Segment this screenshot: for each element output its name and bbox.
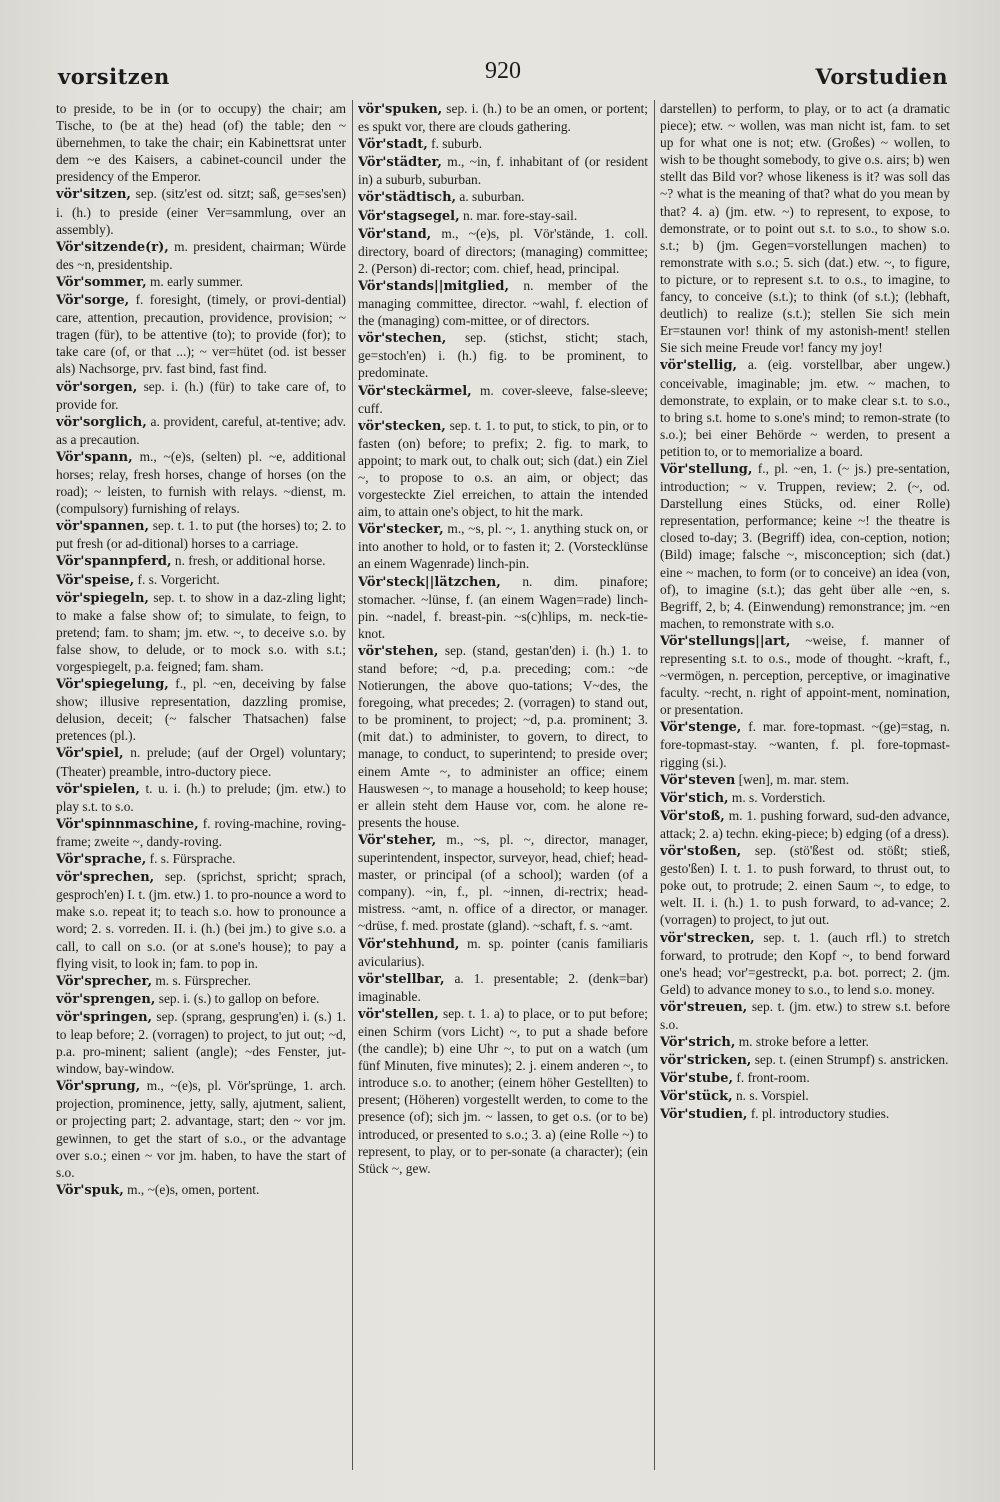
dictionary-entry: [660, 807, 950, 842]
dictionary-entry: [660, 1051, 950, 1069]
entry-headword: Vör'spiegelung,: [56, 677, 169, 693]
entry-definition: sep. (sprang, gesprung'en) i. (s.) 1. to leap before; 2. (vorragen) to project, to jut out; ~d, p.a. pro-minent; salient (angle); ~des Fenster, jut-window, bay-window.: [56, 1008, 346, 1077]
entry-headword: Vör'spannpferd,: [56, 554, 172, 570]
entry-definition: m., ~(e)s, pl. Vör'sprünge, 1. arch. projection, prominence, jetty, sally, ajutment, salient, or projecting part; 2. advantage, start; den ~ vor jm. gewinnen, to get the start of s.o., or the advantage over s.o.; einen ~ vor jm. haben, to have the start of s.o.: [56, 1078, 346, 1180]
entry-definition: f. pl. introductory studies.: [750, 1106, 890, 1122]
entry-definition: f., pl. ~en, deceiving by false show; illusive representation, dazzling promise, delusion, deceit; (~ falscher Thatsachen) false pretences (pl.).: [56, 676, 346, 744]
entry-headword: Vör'spiel,: [56, 746, 124, 762]
dictionary-entry: [56, 1181, 346, 1199]
dictionary-entry: [56, 868, 346, 972]
entry-headword: vör'springen,: [56, 1009, 153, 1025]
entry-headword: Vör'stich,: [660, 790, 729, 806]
entry-definition: sep. (sprichst, spricht; sprach, gesproch'en) I. t. (jm. etw.) 1. to pro-nounce a word to make s.o. repeat it; to teach s.o. how to pronounce a word; 2. s. vorreden. II. i. (h.) (bei jm.) to give s.o. a call, to call on s.o. (or at s.one's house); to pay a flying visit, to look in; fam. to pop in.: [56, 869, 346, 971]
entry-headword: Vör'sitzende(r),: [56, 239, 169, 255]
dictionary-entry: [358, 642, 648, 831]
entry-headword: Vör'städter,: [358, 155, 442, 171]
entry-definition: m. sp. pointer (canis familiaris avicularius).: [358, 935, 648, 969]
dictionary-entry: [358, 573, 648, 642]
entry-definition: f. s. Fürsprache.: [149, 851, 236, 867]
entry-headword: vör'stellen,: [358, 1006, 439, 1022]
column-2: [358, 100, 648, 1480]
page-number: 920: [485, 58, 521, 84]
dictionary-entry: [660, 100, 950, 356]
entry-definition: sep. t. 1. a) to place, or to put before; einen Schirm (vors Licht) ~, to put a shade before (the candle); b) eine Uhr ~, to put on a watch (um fünf Minuten, five minutes); 2. j. einem anderen ~, to introduce s.o. to another; (einem höher Gestellten) to present; (Höheren) vorgestellt werden, to come to the presence (of); sich jm. ~ lassen, to get o.s. (or to be) introduced, or presented to s.o.; 3. a) (eine Rolle ~) to represent, to play, or to per-sonate (a character); (ein Stück ~, gew.: [358, 1005, 648, 1176]
dictionary-entry: [56, 990, 346, 1008]
dictionary-entry: [56, 413, 346, 448]
dictionary-entry: [660, 842, 950, 928]
dictionary-entry: [56, 273, 346, 291]
dictionary-entry: [358, 225, 648, 277]
entry-definition: m., ~(e)s, omen, portent.: [127, 1181, 260, 1197]
entry-definition: n. member of the managing committee, director. ~wahl, f. election of the (managing) com-mittee, or of directors.: [358, 277, 648, 329]
dictionary-entry: [358, 188, 648, 206]
dictionary-entry: [358, 520, 648, 572]
entry-definition: n. mar. fore-stay-sail.: [463, 207, 578, 223]
dictionary-entry: [660, 1087, 950, 1105]
dictionary-entry: [660, 929, 950, 998]
entry-headword: Vör'studien,: [660, 1107, 748, 1123]
entry-definition: sep. t. (einen Strumpf) s. anstricken.: [754, 1052, 949, 1068]
entry-definition: m., ~(e)s, (selten) pl. ~e, additional horses; relay, fresh horses, change of horses (on the road); ~ leisten, to furnish with relays. ~dienst, m. (compulsory) furnishing of relays.: [56, 448, 346, 517]
entry-headword: Vör'stück,: [660, 1089, 733, 1105]
dictionary-entry: [358, 135, 648, 153]
dictionary-entry: [660, 460, 950, 632]
entry-definition: sep. t. 1. (auch rfl.) to stretch forward, to protrude; den Kopf ~, to bend forward one's head; vor'=gestreckt, p.a. bot. porrect; 2. (jm. Geld) to advance money to s.o., to lend s.o. money.: [660, 929, 950, 997]
dictionary-entry: [358, 153, 648, 188]
entry-headword: Vör'steckärmel,: [358, 383, 472, 399]
entry-headword: Vör'stellung,: [660, 461, 753, 477]
entry-definition: a. provident, careful, at-tentive; adv. as a precaution.: [56, 413, 346, 447]
dictionary-entry: [56, 238, 346, 273]
entry-definition: sep. i. (h.) to be an omen, or portent; es spukt vor, there are clouds gathering.: [358, 101, 648, 135]
entry-headword: Vör'steck||lätzchen,: [358, 574, 501, 590]
dictionary-entry: [56, 378, 346, 413]
entry-headword: vör'stellbar,: [358, 971, 445, 987]
entry-definition: sep. i. (s.) to gallop on before.: [158, 990, 320, 1006]
entry-headword: Vör'sprache,: [56, 852, 147, 868]
dictionary-entry: [56, 780, 346, 815]
dictionary-entry: [660, 1033, 950, 1051]
entry-headword: Vör'sprecher,: [56, 973, 152, 989]
entry-definition: sep. (stö'ßest od. stößt; stieß, gesto'ßen) I. t. 1. to push forward, to thrust out, to poke out, to protrude; 2. einen Saum ~, to edge, to welt. II. i. (h.) 1. to push forward, to ad-vance; 2. (vorragen) to project, to jut out.: [660, 843, 950, 928]
entry-headword: vör'stoßen,: [660, 844, 742, 860]
entry-definition: sep. t. to show in a daz-zling light; to make a false show of; to simulate, to feign, to pretend; fam. to sham; jm. etw. ~, to deceive s.o. by false show, to delude, or to mock s.o. with s.t.; vorgespiegelt, p.a. feigned; fam. sham.: [56, 589, 346, 674]
entry-definition: m., ~s, pl. ~, 1. anything stuck on, or into another to hold, or to fasten it; 2. (Vorstecklünse an einem Wagenrade) linch-pin.: [358, 521, 648, 572]
entry-definition: m. president, chairman; Würde des ~n, presidentship.: [56, 238, 346, 272]
entry-definition: a. suburban.: [459, 189, 525, 205]
entry-definition: sep. (sitz'est od. sitzt; saß, ge=ses'sen) i. (h.) to preside (einer Ver=sammlung, over an assembly).: [56, 186, 346, 237]
dictionary-entry: [56, 850, 346, 868]
entry-definition: m. cover-sleeve, false-sleeve; cuff.: [358, 382, 648, 416]
dictionary-entry: [358, 277, 648, 329]
dictionary-entry: [358, 417, 648, 521]
entry-definition: ~weise, f. manner of representing s.t. to o.s., mode of thought. ~kraft, f., ~vermögen, n. perception, perceptive, or imaginative faculty. ~recht, n. right of appoint-ment, nomination, or presentation.: [660, 632, 950, 718]
running-head-last-word: Vorstudien: [815, 64, 948, 89]
entry-definition: m. early summer.: [149, 273, 243, 289]
entry-headword: Vör'strich,: [660, 1035, 736, 1051]
entry-definition: sep. i. (h.) (für) to take care of, to provide for.: [56, 378, 346, 412]
dictionary-entry: [56, 589, 346, 675]
dictionary-entry: [358, 831, 648, 935]
entry-definition: [wen], m. mar. stem.: [738, 771, 850, 787]
entry-headword: vör'stellig,: [660, 358, 738, 374]
running-head: [58, 58, 948, 92]
entry-headword: Vör'stube,: [660, 1071, 734, 1087]
entry-headword: vör'spuken,: [358, 102, 443, 117]
entry-definition: m., ~in, f. inhabitant of (or resident in) a suburb, suburban.: [358, 154, 648, 188]
entry-definition: f. s. Vorgericht.: [137, 571, 220, 587]
entry-headword: Vör'sorge,: [56, 293, 130, 309]
dictionary-entry: [56, 744, 346, 779]
dictionary-entry: [56, 571, 346, 589]
entry-definition: f. foresight, (timely, or provi-dential) care, attention, precaution, providence, provision; ~ tragen (für), to be attentive (to); to provide (for); to take care (of, or that ...); ~ ver=hütet (od. ist besser als) Nachsorge, prv. fast bind, fast find.: [56, 292, 346, 377]
entry-definition: m. s. Fürsprecher.: [155, 972, 251, 988]
entry-headword: Vör'stellungs||art,: [660, 633, 791, 649]
dictionary-entry: [56, 1008, 346, 1077]
entry-headword: Vör'stehhund,: [358, 936, 460, 952]
entry-headword: vör'sorgen,: [56, 379, 138, 395]
column-rule: [654, 100, 655, 1470]
entry-definition: f. suburb.: [431, 136, 483, 152]
entry-headword: vör'stricken,: [660, 1053, 752, 1069]
entry-definition: m. s. Vorderstich.: [731, 789, 826, 805]
entry-definition: f. mar. fore-topmast. ~(ge)=stag, n. fore-topmast-stay. ~wanten, f. pl. fore-topmast-rigging (si.).: [660, 719, 950, 770]
entry-headword: Vör'sprung,: [56, 1079, 141, 1095]
dictionary-entry: [660, 789, 950, 807]
dictionary-entry: [358, 329, 648, 381]
dictionary-entry: [660, 1069, 950, 1087]
dictionary-entry: [660, 771, 950, 789]
entry-headword: vör'streuen,: [660, 999, 748, 1015]
dictionary-entry: [660, 1105, 950, 1123]
entry-headword: vör'sitzen,: [56, 187, 131, 203]
dictionary-entry: [660, 356, 950, 460]
entry-headword: Vör'spann,: [56, 449, 133, 465]
columns: [56, 100, 952, 1480]
entry-headword: Vör'spuk,: [56, 1182, 124, 1198]
entry-headword: Vör'spinnmaschine,: [56, 816, 199, 832]
dictionary-entry: [660, 998, 950, 1033]
dictionary-entry: [56, 675, 346, 744]
dictionary-entry: [660, 632, 950, 718]
entry-headword: Vör'stagsegel,: [358, 208, 460, 224]
dictionary-entry: [56, 448, 346, 517]
entry-headword: vör'stecken,: [358, 418, 446, 434]
entry-headword: vör'stechen,: [358, 331, 447, 347]
entry-definition: sep. t. 1. to put (the horses) to; 2. to put fresh (or ad-ditional) horses to a carriage.: [56, 518, 346, 552]
entry-definition: n. fresh, or additional horse.: [174, 553, 326, 569]
dictionary-entry: [358, 100, 648, 135]
entry-definition: sep. t. (jm. etw.) to strew s.t. before s.o.: [660, 998, 950, 1032]
dictionary-entry: [358, 935, 648, 970]
entry-definition: m. stroke before a letter.: [738, 1034, 869, 1050]
entry-definition: n. prelude; (auf der Orgel) voluntary; (Theater) preamble, intro-ductory piece.: [56, 745, 346, 779]
column-rule: [352, 100, 353, 1470]
dictionary-entry: [660, 718, 950, 770]
dictionary-entry: [56, 1077, 346, 1181]
entry-definition: f., pl. ~en, 1. (~ js.) pre-sentation, introduction; ~ v. Truppen, review; 2. (~, od. Darstellung eines Stücks, od. einer Rolle) representation, performance; keine ~! the theatre is closed to-day; 3. (Begriff) idea, con-ception, notion; (Bild) image; falsche ~, misconception; sich (dat.) eine ~ machen, to form (or to conceive) an idea (von, of), to imagine (s.t.); das geht über alle ~en, s. Begriff, 2, b; 4. (Einwendung) remonstrance; jm. ~en machen, to remonstrate with s.o.: [660, 460, 950, 631]
entry-definition: a. (eig. vorstellbar, aber ungew.) conceivable, imaginable; jm. etw. ~ machen, to demonstrate, to explain, or to make clear s.t. to s.o., to bring s.t. home to s.one's mind; to remon-strate (to s.o.); bei einer Behörde ~ werden, to present a petition to, or to memorialize a board.: [660, 357, 950, 459]
entry-headword: vör'spiegeln,: [56, 590, 149, 606]
entry-definition: sep. t. 1. to put, to stick, to pin, or to fasten (on) before; to prefix; 2. fig. to mark, to appoint; to mark out, to chalk out; sich (dat.) ein Ziel ~, to propose to o.s. an aim, or object; das vorgesteckte Ziel erreichen, to attain the intended aim, to attain one's object, to hit the mark.: [358, 417, 648, 520]
dictionary-entry: [56, 552, 346, 570]
entry-headword: vör'sprengen,: [56, 991, 156, 1007]
entry-headword: vör'städtisch,: [358, 190, 457, 206]
entry-headword: Vör'stadt,: [358, 137, 428, 153]
entry-definition: sep. (stichst, sticht; stach, ge=stoch'en) i. (h.) fig. to be prominent, to predominate.: [358, 330, 648, 381]
dictionary-entry: [56, 972, 346, 990]
entry-headword: Vör'stoß,: [660, 808, 725, 824]
entry-definition: sep. (stand, gestan'den) i. (h.) 1. to stand before; ~d, p.a. preceding; com.: ~de Notierungen, the above quo-tations; V~des, the foregoing, what precedes; 2. (vorragen) to stand out, to be prominent, to project; ~d, p.a. prominent; 3. (mit dat.) to administer, to govern, to direct, to manage, to conduct, to superintend; to preside over; einem Amte ~, to administer an office; einem Hauswesen ~, to manage a household; to keep house; er allein steht dem Hause vor, com. he alone re-presents the house.: [358, 642, 648, 830]
dictionary-entry: [56, 815, 346, 850]
entry-headword: vör'spielen,: [56, 781, 140, 797]
entry-definition: n. dim. pinafore; stomacher. ~lünse, f. (an einem Wagen=rade) linch-pin. ~nadel, f. breast-pin. ~s(c)hlips, m. neck-tie-knot.: [358, 573, 648, 641]
entry-headword: Vör'sommer,: [56, 274, 147, 290]
dictionary-entry: [56, 100, 346, 185]
entry-definition: a. 1. presentable; 2. (denk=bar) imaginable.: [358, 970, 648, 1004]
entry-headword: Vör'steven: [660, 772, 736, 788]
dictionary-entry: [358, 1005, 648, 1177]
entry-definition: t. u. i. (h.) to prelude; (jm. etw.) to play s.t. to s.o.: [56, 780, 346, 814]
running-head-first-word: vorsitzen: [58, 64, 170, 89]
entry-definition: darstellen) to perform, to play, or to act (a dramatic piece); etw. ~ wollen, was man nicht ist, fam. to set up for what one is not; etw. (Großes) ~ wollen, to wish to be thought somebody, to give o.s. airs; b) wen stellt das Bild vor? whose likeness is it? was soll das ~? what is the meaning of that? what do you mean by that? 4. a) (jm. etw. ~) to represent, to expose, to demonstrate, or to point out s.t. to s.o., to show s.o. s.t.; b) (jm. Gegen=vorstellungen machen) to remonstrate with s.o.; 5. sich (dat.) etw. ~, to figure, to picture, or to represent s.t. to o.s., to imagine, to fancy, to conceive (s.t.); to think (of s.t.); (lebhaft, deutlich) to realize (s.t.); stellen Sie sich mein Er=staunen vor! think of my astonish-ment! stellen Sie sich meine Freude vor! fancy my joy!: [660, 101, 950, 356]
dictionary-entry: [56, 517, 346, 552]
entry-definition: f. roving-machine, roving-frame; zweite ~, dandy-roving.: [56, 815, 346, 849]
entry-definition: n. s. Vorspiel.: [735, 1088, 809, 1104]
entry-headword: vör'spannen,: [56, 519, 150, 535]
entry-headword: Vör'stecker,: [358, 522, 444, 538]
entry-definition: to preside, to be in (or to occupy) the chair; am Tische, to (be at the) head (of) the table; den ~ übernehmen, to take the chair; ein Kabinettsrat unter dem ~e des Kaisers, a cabinet-council under the presidency of the Emperor.: [56, 101, 346, 185]
entry-definition: m., ~(e)s, pl. Vör'stände, 1. coll. directory, board of directors; (managing) committee; 2. (Person) di-rector; com. chief, head, principal.: [358, 225, 648, 276]
entry-headword: vör'stehen,: [358, 643, 439, 659]
entry-headword: Vör'stenge,: [660, 720, 742, 736]
column-3: [660, 100, 950, 1480]
dictionary-entry: [358, 207, 648, 225]
entry-headword: Vör'speise,: [56, 572, 135, 588]
column-1: [56, 100, 346, 1480]
entry-definition: f. front-room.: [736, 1070, 810, 1086]
entry-definition: m., ~s, pl. ~, director, manager, superintendent, inspector, surveyor, head, chief; head-master, or principal (of a school); warden (of a company). ~in, f., pl. ~innen, di-rectrix; head-mistress. ~amt, n. office of a director, or manager. ~drüse, f. med. prostate (gland). ~schaft, f. s. ~amt.: [358, 831, 648, 934]
dictionary-entry: [56, 291, 346, 377]
entry-headword: Vör'steher,: [358, 832, 437, 848]
dictionary-entry: [358, 970, 648, 1005]
dictionary-entry: [358, 382, 648, 417]
entry-headword: vör'sprechen,: [56, 870, 155, 886]
entry-headword: Vör'stand,: [358, 226, 432, 242]
entry-headword: vör'strecken,: [660, 930, 755, 946]
entry-definition: m. 1. pushing forward, sud-den advance, attack; 2. a) techn. eking-piece; b) edging (of a dress).: [660, 807, 950, 841]
entry-headword: vör'sorglich,: [56, 414, 147, 430]
dictionary-entry: [56, 185, 346, 237]
entry-headword: Vör'stands||mitglied,: [358, 278, 510, 294]
